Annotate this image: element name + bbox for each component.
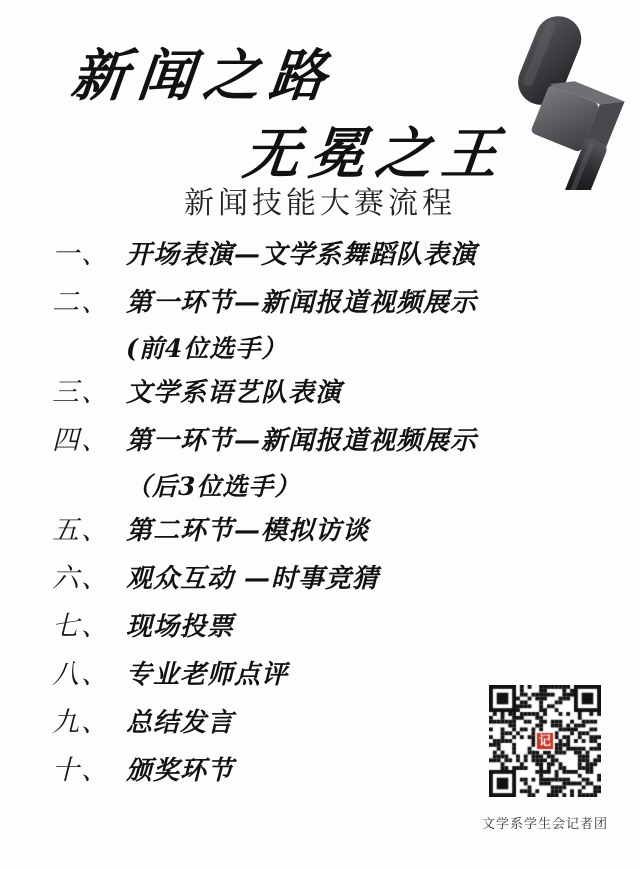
- qr-caption: 文学系学生会记者团: [481, 817, 608, 832]
- program-item: [52, 280, 592, 326]
- program-item-text: 开场表演—文学系舞蹈队表演: [126, 240, 478, 270]
- program-item: [52, 556, 592, 602]
- headline-line-1: 新闻之路: [68, 43, 340, 109]
- program-item-text: 颁奖环节: [126, 756, 235, 786]
- program-item-text: 专业老师点评: [126, 660, 289, 690]
- program-item-text: 第一环节—新闻报道视频展示: [126, 288, 478, 318]
- program-item-index: 二、: [52, 287, 110, 318]
- program-item-text: 文学系语艺队表演: [126, 378, 343, 408]
- program-item: [52, 370, 592, 416]
- program-item-index: 三、: [52, 377, 110, 408]
- program-item-index: 六、: [52, 563, 110, 594]
- program-item-index: 八、: [52, 659, 110, 690]
- program-item: [52, 604, 592, 650]
- program-item-text: 第二环节—模拟访谈: [126, 516, 370, 546]
- program-item-index: 七、: [52, 611, 110, 642]
- program-item-text: 现场投票: [126, 612, 235, 642]
- program-item-subtext: （后3位选手）: [126, 472, 301, 501]
- program-item-index: 五、: [52, 515, 110, 546]
- program-item-index: 四、: [52, 425, 110, 456]
- program-item: [52, 232, 592, 278]
- poster-subtitle: 新闻技能大赛流程: [184, 186, 456, 221]
- microphone-icon: [486, 10, 626, 190]
- qr-code[interactable]: [489, 685, 601, 797]
- qr-block: [481, 685, 608, 832]
- headline-line-2: 无冕之王: [240, 121, 512, 187]
- program-item-text: 观众互动 —时事竞猜: [126, 564, 380, 594]
- program-item-text: 第一环节—新闻报道视频展示: [126, 426, 478, 456]
- program-item-index: 十、: [52, 755, 110, 786]
- program-item: [52, 508, 592, 554]
- program-item: [52, 418, 592, 464]
- program-item-text: 总结发言: [126, 708, 235, 738]
- program-item-index: 一、: [52, 239, 110, 270]
- program-item-index: 九、: [52, 707, 110, 738]
- program-item-subtext: (前4位选手）: [126, 334, 288, 363]
